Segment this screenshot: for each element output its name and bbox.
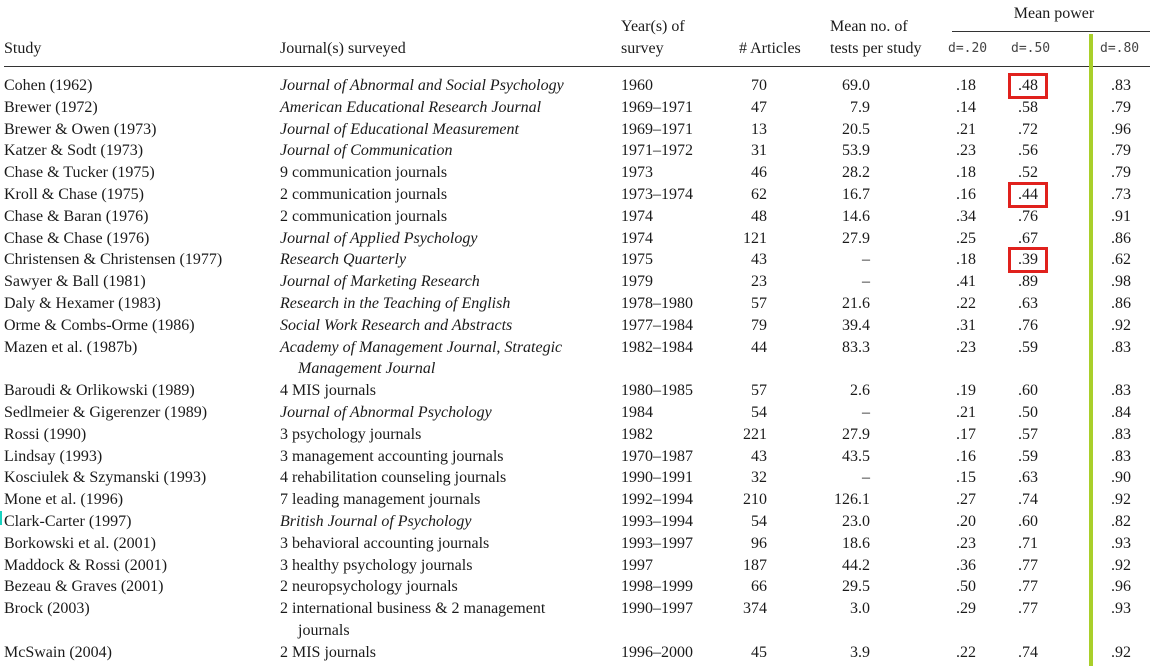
power-d20-cell: .34 xyxy=(956,207,976,225)
journal-cell xyxy=(280,97,610,119)
table-row xyxy=(4,446,1150,468)
power-d80-cell: .96 xyxy=(1111,578,1131,596)
mean-tests-cell: 83.3 xyxy=(842,338,870,356)
table-row xyxy=(4,228,1150,250)
journal-line: Journal of Educational Measurement xyxy=(280,120,519,138)
year-cell: 1977–1984 xyxy=(621,316,693,334)
header-d20: d=.20 xyxy=(948,41,988,56)
mean-tests-cell: 20.5 xyxy=(842,120,870,138)
study-cell: Clark-Carter (1997) xyxy=(4,512,132,530)
journal-cell xyxy=(280,315,610,337)
study-cell: Mazen et al. (1987b) xyxy=(4,338,138,356)
journal-line: 2 communication journals xyxy=(280,185,448,203)
power-d20-cell: .50 xyxy=(956,578,976,596)
journal-line: 3 healthy psychology journals xyxy=(280,556,473,574)
power-d20-cell: .18 xyxy=(956,77,976,94)
mean-tests-cell: 7.9 xyxy=(850,98,870,116)
articles-cell: 62 xyxy=(751,185,767,203)
year-cell: 1969–1971 xyxy=(621,98,693,116)
journal-cell xyxy=(280,380,610,402)
articles-cell: 187 xyxy=(743,556,767,574)
mean-tests-cell: 29.5 xyxy=(842,578,870,596)
header-year-line2: survey xyxy=(621,40,664,57)
table-row xyxy=(4,642,1150,664)
power-d50-cell: .77 xyxy=(1018,578,1038,596)
power-d50-cell: .50 xyxy=(1018,403,1038,421)
mean-tests-cell: 28.2 xyxy=(842,164,870,182)
power-d50-cell: .59 xyxy=(1018,338,1038,356)
power-d20-cell: .19 xyxy=(956,382,976,400)
mean-tests-cell: 3.0 xyxy=(850,600,870,618)
table-row xyxy=(4,380,1150,402)
journal-line-continued: Management Journal xyxy=(298,360,436,378)
mean-tests-cell: 43.5 xyxy=(842,447,870,465)
table-header xyxy=(4,0,1150,70)
highlighted-power-d50-cell: .48 xyxy=(1010,75,1046,97)
study-cell: Borkowski et al. (2001) xyxy=(4,534,156,552)
power-d80-cell: .83 xyxy=(1111,338,1131,356)
mean-tests-cell: 126.1 xyxy=(834,491,870,509)
power-d80-cell: .92 xyxy=(1111,643,1131,661)
power-d50-cell: .57 xyxy=(1018,425,1038,443)
journal-line: Academy of Management Journal, Strategic xyxy=(280,338,563,356)
articles-cell: 47 xyxy=(751,98,767,116)
journal-line: 2 neuropsychology journals xyxy=(280,578,458,596)
study-cell: Brock (2003) xyxy=(4,600,90,618)
journal-line-continued: journals xyxy=(298,621,350,639)
power-d50-cell: .58 xyxy=(1018,98,1038,116)
journal-line: 2 communication journals xyxy=(280,207,448,225)
study-cell: Maddock & Rossi (2001) xyxy=(4,556,168,574)
journal-line: 2 international business & 2 management xyxy=(280,600,546,618)
power-d20-cell: .18 xyxy=(956,164,976,182)
table-row xyxy=(4,576,1150,598)
table-row xyxy=(4,75,1150,97)
table-row xyxy=(4,402,1150,424)
header-year-line1: Year(s) of xyxy=(621,18,685,35)
power-d80-cell: .92 xyxy=(1111,316,1131,334)
study-cell: Rossi (1990) xyxy=(4,425,87,443)
articles-cell: 23 xyxy=(751,273,767,291)
study-cell: Mone et al. (1996) xyxy=(4,491,124,509)
journal-cell xyxy=(280,511,610,533)
mean-tests-cell: 2.6 xyxy=(850,382,870,400)
journal-line: 4 rehabilitation counseling journals xyxy=(280,469,507,487)
journal-cell xyxy=(280,184,610,206)
year-cell: 1970–1987 xyxy=(621,447,693,465)
header-articles: # Articles xyxy=(739,40,801,57)
articles-cell: 48 xyxy=(751,207,767,225)
study-cell: Daly & Hexamer (1983) xyxy=(4,294,161,312)
power-d50-cell: .74 xyxy=(1018,643,1038,661)
articles-cell: 57 xyxy=(751,382,767,400)
header-year xyxy=(621,16,721,60)
power-d80-cell: .79 xyxy=(1111,98,1131,116)
articles-cell: 57 xyxy=(751,294,767,312)
edge-marker xyxy=(0,511,2,525)
power-d50-cell: .77 xyxy=(1018,556,1038,574)
mean-tests-cell: 27.9 xyxy=(842,229,870,247)
power-d80-cell: .96 xyxy=(1111,120,1131,138)
table-row xyxy=(4,293,1150,315)
year-cell: 1996–2000 xyxy=(621,643,693,661)
articles-cell: 121 xyxy=(743,229,767,247)
power-d50-cell: .60 xyxy=(1018,382,1038,400)
study-cell: Cohen (1962) xyxy=(4,77,93,94)
year-cell: 1982 xyxy=(621,425,653,443)
journal-line: 3 psychology journals xyxy=(280,425,422,443)
study-cell: Chase & Chase (1976) xyxy=(4,229,150,247)
study-cell: Brewer & Owen (1973) xyxy=(4,120,157,138)
table-row xyxy=(4,140,1150,162)
study-cell: Kosciulek & Szymanski (1993) xyxy=(4,469,207,487)
journal-cell xyxy=(280,533,610,555)
power-d50-cell: .72 xyxy=(1018,120,1038,138)
journal-cell xyxy=(280,337,610,381)
journal-cell xyxy=(280,162,610,184)
articles-cell: 43 xyxy=(751,251,767,269)
header-d80: d=.80 xyxy=(1100,41,1140,56)
study-cell: Chase & Tucker (1975) xyxy=(4,164,155,182)
journal-cell xyxy=(280,555,610,577)
articles-cell: 46 xyxy=(751,164,767,182)
mean-tests-cell: – xyxy=(862,469,870,487)
header-study: Study xyxy=(4,40,42,57)
power-d20-cell: .23 xyxy=(956,338,976,356)
journal-line: British Journal of Psychology xyxy=(280,512,472,530)
year-cell: 1980–1985 xyxy=(621,382,693,400)
journal-cell xyxy=(280,424,610,446)
journal-line: Journal of Applied Psychology xyxy=(280,229,478,247)
header-rule xyxy=(4,66,1150,67)
header-mean-line2: tests per study xyxy=(830,40,922,57)
power-d50-cell: .63 xyxy=(1018,469,1038,487)
year-cell: 1979 xyxy=(621,273,653,291)
study-cell: McSwain (2004) xyxy=(4,643,112,661)
journal-line: 3 management accounting journals xyxy=(280,447,504,465)
power-d50-cell: .67 xyxy=(1018,229,1038,247)
year-cell: 1993–1997 xyxy=(621,534,693,552)
journal-line: Journal of Marketing Research xyxy=(280,273,480,291)
articles-cell: 66 xyxy=(751,578,767,596)
highlighted-power-d50-cell: .39 xyxy=(1010,249,1046,271)
journal-line: Research in the Teaching of English xyxy=(280,294,511,312)
power-d50-cell: .60 xyxy=(1018,512,1038,530)
year-cell: 1984 xyxy=(621,403,653,421)
table-row xyxy=(4,119,1150,141)
year-cell: 1992–1994 xyxy=(621,491,693,509)
articles-cell: 54 xyxy=(751,512,767,530)
year-cell: 1982–1984 xyxy=(621,338,693,356)
power-d20-cell: .22 xyxy=(956,294,976,312)
study-cell: Brewer (1972) xyxy=(4,98,98,116)
table-row xyxy=(4,533,1150,555)
articles-cell: 44 xyxy=(751,338,767,356)
power-d20-cell: .18 xyxy=(956,251,976,269)
study-cell: Sedlmeier & Gigerenzer (1989) xyxy=(4,403,208,421)
power-d20-cell: .16 xyxy=(956,185,976,203)
header-mean-line1: Mean no. of xyxy=(830,18,908,35)
header-journal: Journal(s) surveyed xyxy=(280,40,406,57)
journal-cell xyxy=(280,642,610,664)
power-d80-cell: .79 xyxy=(1111,142,1131,160)
power-d20-cell: .16 xyxy=(956,447,976,465)
journal-cell xyxy=(280,446,610,468)
power-d20-cell: .23 xyxy=(956,142,976,160)
journal-cell xyxy=(280,119,610,141)
power-d20-cell: .21 xyxy=(956,403,976,421)
power-d50-cell: .76 xyxy=(1018,207,1038,225)
power-d80-cell: .62 xyxy=(1111,251,1131,269)
year-cell: 1978–1980 xyxy=(621,294,693,312)
year-cell: 1969–1971 xyxy=(621,120,693,138)
power-d50-cell: .74 xyxy=(1018,491,1038,509)
journal-line: Research Quarterly xyxy=(280,251,407,269)
articles-cell: 43 xyxy=(751,447,767,465)
articles-cell: 79 xyxy=(751,316,767,334)
mean-tests-cell: – xyxy=(862,251,870,269)
power-d20-cell: .31 xyxy=(956,316,976,334)
journal-cell xyxy=(280,576,610,598)
power-d80-cell: .86 xyxy=(1111,294,1131,312)
power-d80-cell: .93 xyxy=(1111,600,1131,618)
power-table xyxy=(4,0,1150,666)
power-d80-cell: .92 xyxy=(1111,491,1131,509)
journal-line: 9 communication journals xyxy=(280,164,448,182)
table-row xyxy=(4,184,1150,206)
mean-tests-cell: 21.6 xyxy=(842,294,870,312)
study-cell: Chase & Baran (1976) xyxy=(4,207,149,225)
power-d50-cell: .59 xyxy=(1018,447,1038,465)
journal-line: Journal of Abnormal Psychology xyxy=(280,403,492,421)
journal-line: Journal of Abnormal and Social Psychology xyxy=(280,77,564,94)
articles-cell: 32 xyxy=(751,469,767,487)
journal-cell xyxy=(280,249,610,271)
power-d50-cell: .76 xyxy=(1018,316,1038,334)
year-cell: 1974 xyxy=(621,207,653,225)
power-d80-cell: .83 xyxy=(1111,77,1131,94)
table-row xyxy=(4,337,1150,381)
articles-cell: 54 xyxy=(751,403,767,421)
year-cell: 1973–1974 xyxy=(621,185,693,203)
journal-cell xyxy=(280,402,610,424)
highlighted-power-d50-cell: .44 xyxy=(1010,184,1046,206)
power-d20-cell: .22 xyxy=(956,643,976,661)
study-cell: Sawyer & Ball (1981) xyxy=(4,273,146,291)
study-cell: Kroll & Chase (1975) xyxy=(4,185,144,203)
power-d20-cell: .36 xyxy=(956,556,976,574)
power-d80-cell: .83 xyxy=(1111,425,1131,443)
year-cell: 1973 xyxy=(621,164,653,182)
journal-cell xyxy=(280,228,610,250)
power-d20-cell: .27 xyxy=(956,491,976,509)
table-row xyxy=(4,489,1150,511)
articles-cell: 221 xyxy=(743,425,767,443)
year-cell: 1993–1994 xyxy=(621,512,693,530)
table-row xyxy=(4,467,1150,489)
mean-tests-cell: 16.7 xyxy=(842,185,870,203)
articles-cell: 13 xyxy=(751,120,767,138)
journal-cell xyxy=(280,75,610,97)
table-row xyxy=(4,598,1150,642)
study-cell: Orme & Combs-Orme (1986) xyxy=(4,316,195,334)
power-d20-cell: .15 xyxy=(956,469,976,487)
year-cell: 1975 xyxy=(621,251,653,269)
power-d80-cell: .82 xyxy=(1111,512,1131,530)
power-d20-cell: .25 xyxy=(956,229,976,247)
table-row xyxy=(4,424,1150,446)
mean-tests-cell: 39.4 xyxy=(842,316,870,334)
power-d20-cell: .17 xyxy=(956,425,976,443)
power-d20-cell: .41 xyxy=(956,273,976,291)
mean-tests-cell: – xyxy=(862,403,870,421)
year-cell: 1990–1991 xyxy=(621,469,693,487)
table-row xyxy=(4,315,1150,337)
power-d80-cell: .84 xyxy=(1111,403,1131,421)
power-d20-cell: .14 xyxy=(956,98,976,116)
mean-tests-cell: 14.6 xyxy=(842,207,870,225)
power-d80-cell: .92 xyxy=(1111,556,1131,574)
table-row xyxy=(4,271,1150,293)
power-d80-cell: .86 xyxy=(1111,229,1131,247)
power-d80-cell: .90 xyxy=(1111,469,1131,487)
table-row xyxy=(4,511,1150,533)
study-cell: Baroudi & Orlikowski (1989) xyxy=(4,382,195,400)
articles-cell: 45 xyxy=(751,643,767,661)
power-d50-cell: .71 xyxy=(1018,534,1038,552)
journal-cell xyxy=(280,271,610,293)
power-d20-cell: .23 xyxy=(956,534,976,552)
power-d20-cell: .21 xyxy=(956,120,976,138)
table-row xyxy=(4,249,1150,271)
journal-cell xyxy=(280,489,610,511)
power-d20-cell: .29 xyxy=(956,600,976,618)
year-cell: 1960 xyxy=(621,77,653,94)
articles-cell: 374 xyxy=(743,600,767,618)
table-row xyxy=(4,206,1150,228)
mean-tests-cell: 53.9 xyxy=(842,142,870,160)
journal-line: 7 leading management journals xyxy=(280,491,481,509)
journal-line: 2 MIS journals xyxy=(280,643,376,661)
articles-cell: 210 xyxy=(743,491,767,509)
table-body xyxy=(4,75,1150,664)
power-d50-cell: .52 xyxy=(1018,164,1038,182)
power-d80-cell: .98 xyxy=(1111,273,1131,291)
green-vertical-line xyxy=(1089,34,1093,666)
articles-cell: 96 xyxy=(751,534,767,552)
year-cell: 1998–1999 xyxy=(621,578,693,596)
mean-power-rule xyxy=(952,31,1150,32)
journal-line: Social Work Research and Abstracts xyxy=(280,316,513,334)
journal-cell xyxy=(280,598,610,642)
header-mean-tests xyxy=(830,16,940,60)
study-cell: Katzer & Sodt (1973) xyxy=(4,142,144,160)
power-d80-cell: .83 xyxy=(1111,447,1131,465)
power-d80-cell: .83 xyxy=(1111,382,1131,400)
journal-cell xyxy=(280,467,610,489)
table-row xyxy=(4,162,1150,184)
table-row xyxy=(4,97,1150,119)
power-d80-cell: .73 xyxy=(1111,185,1131,203)
power-d50-cell: .77 xyxy=(1018,600,1038,618)
power-d50-cell: .63 xyxy=(1018,294,1038,312)
mean-tests-cell: 27.9 xyxy=(842,425,870,443)
articles-cell: 70 xyxy=(751,77,767,94)
journal-line: Journal of Communication xyxy=(280,142,453,160)
journal-line: 4 MIS journals xyxy=(280,382,376,400)
mean-tests-cell: 44.2 xyxy=(842,556,870,574)
header-d50: d=.50 xyxy=(1011,41,1051,56)
journal-cell xyxy=(280,140,610,162)
mean-tests-cell: 18.6 xyxy=(842,534,870,552)
journal-cell xyxy=(280,293,610,315)
mean-tests-cell: 69.0 xyxy=(842,77,870,94)
mean-tests-cell: 3.9 xyxy=(850,643,870,661)
mean-tests-cell: – xyxy=(862,273,870,291)
year-cell: 1997 xyxy=(621,556,653,574)
power-d80-cell: .93 xyxy=(1111,534,1131,552)
year-cell: 1990–1997 xyxy=(621,600,693,618)
articles-cell: 31 xyxy=(751,142,767,160)
power-d50-cell: .89 xyxy=(1018,273,1038,291)
year-cell: 1971–1972 xyxy=(621,142,693,160)
power-d20-cell: .20 xyxy=(956,512,976,530)
year-cell: 1974 xyxy=(621,229,653,247)
power-d80-cell: .91 xyxy=(1111,207,1131,225)
journal-line: 3 behavioral accounting journals xyxy=(280,534,490,552)
journal-line: American Educational Research Journal xyxy=(280,98,542,116)
mean-tests-cell: 23.0 xyxy=(842,512,870,530)
journal-cell xyxy=(280,206,610,228)
study-cell: Bezeau & Graves (2001) xyxy=(4,578,164,596)
study-cell: Lindsay (1993) xyxy=(4,447,103,465)
power-d80-cell: .79 xyxy=(1111,164,1131,182)
header-mean-power: Mean power xyxy=(1013,5,1095,22)
power-d50-cell: .56 xyxy=(1018,142,1038,160)
study-cell: Christensen & Christensen (1977) xyxy=(4,251,223,269)
table-row xyxy=(4,555,1150,577)
